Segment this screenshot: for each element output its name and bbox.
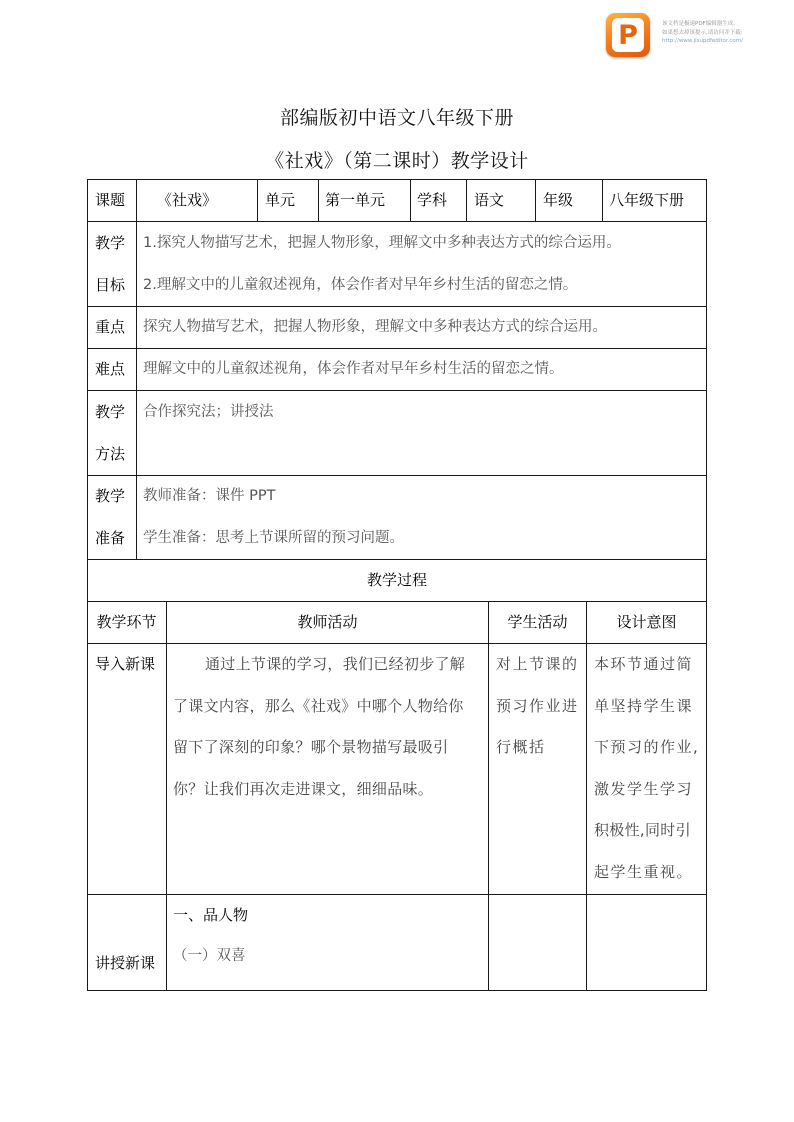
document-title: 部编版初中语文八年级下册	[279, 107, 514, 129]
table-rule	[87, 475, 707, 476]
method-text: 合作探究法；讲授法	[143, 404, 274, 420]
intent-line: 积极性,同时引	[594, 821, 691, 839]
intro-stage: 导入新课	[95, 655, 156, 673]
goals-label-2: 目标	[95, 276, 126, 294]
prep-label-2: 准备	[95, 529, 126, 547]
student-line: 对上节课的	[496, 655, 579, 673]
prep-student: 学生准备：思考上节课所留的预习问题。	[143, 530, 404, 546]
logo-letter: P	[612, 18, 644, 52]
intro-design-intent	[594, 644, 704, 893]
table-rule	[87, 306, 707, 307]
lecture-heading: 一、品人物	[173, 906, 249, 924]
table-border-top	[87, 179, 707, 180]
pdf-editor-logo-icon	[606, 13, 650, 57]
intro-teacher-activity	[173, 644, 485, 810]
watermark-notice	[662, 20, 792, 46]
intent-line: 激发学生学习	[594, 779, 694, 798]
table-border-bottom	[87, 990, 707, 991]
intent-line: 本环节通过简	[594, 655, 694, 673]
table-rule	[602, 179, 603, 222]
lesson-plan-table	[87, 179, 707, 991]
key-point-text: 探究人物描写艺术，把握人物形象，理解文中多种表达方式的综合运用。	[143, 319, 607, 335]
difficulty-label: 难点	[95, 360, 126, 378]
process-title: 教学过程	[366, 571, 427, 589]
table-rule	[318, 179, 319, 222]
subject-label: 学科	[417, 191, 448, 209]
header-teacher-activity: 教师活动	[297, 613, 358, 631]
topic-value: 《社戏》	[157, 191, 218, 209]
table-rule	[87, 601, 707, 602]
grade-label: 年级	[543, 191, 574, 209]
table-rule	[535, 179, 536, 222]
watermark-line-1: 该文档是极速PDF编辑器生成,	[662, 21, 735, 27]
table-rule	[410, 179, 411, 222]
topic-label: 课题	[95, 191, 126, 209]
intent-line: 起学生重视。	[594, 862, 694, 881]
table-rule	[87, 348, 707, 349]
intent-line: 下预习的作业,	[594, 738, 700, 756]
table-rule	[87, 221, 707, 222]
table-rule	[136, 179, 137, 222]
prep-teacher: 教师准备：课件 PPT	[143, 488, 276, 504]
table-rule	[87, 894, 707, 895]
document-subtitle: 《社戏》（第二课时）教学设计	[265, 150, 529, 172]
goal-item-2: 2.理解文中的儿童叙述视角，体会作者对早年乡村生活的留恋之情。	[143, 277, 578, 293]
method-label-1: 教学	[95, 403, 126, 421]
teacher-line: 留下了深刻的印象？哪个景物描写最吸引	[173, 738, 449, 756]
intro-student-activity	[496, 644, 586, 769]
goals-label-1: 教学	[95, 234, 126, 252]
goal-item-1: 1.探究人物描写艺术，把握人物形象，理解文中多种表达方式的综合运用。	[143, 235, 621, 251]
teacher-line: 了课文内容，那么《社戏》中哪个人物给你	[173, 696, 464, 715]
lecture-stage: 讲授新课	[95, 954, 156, 972]
table-rule	[166, 601, 167, 991]
student-line: 预习作业进	[496, 696, 579, 715]
student-line: 行概括	[496, 738, 546, 756]
table-rule	[488, 601, 489, 991]
method-label-2: 方法	[95, 445, 126, 463]
lecture-sub: （一）双喜	[173, 948, 246, 964]
table-rule	[87, 390, 707, 391]
header-student-activity: 学生活动	[507, 613, 568, 631]
table-rule	[466, 179, 467, 222]
intent-line: 单坚持学生课	[594, 696, 694, 715]
header-stage: 教学环节	[96, 613, 157, 631]
watermark-url[interactable]: http://www.jisupdfeditor.com/	[662, 38, 743, 44]
key-point-label: 重点	[95, 318, 126, 336]
table-rule	[136, 221, 137, 560]
teacher-line: 通过上节课的学习，我们已经初步了解	[205, 655, 466, 673]
watermark-line-2: 如果想去掉该提示,请访问并下载:	[662, 29, 743, 36]
table-rule	[87, 559, 707, 560]
table-rule	[586, 601, 587, 991]
prep-label-1: 教学	[95, 487, 126, 505]
difficulty-text: 理解文中的儿童叙述视角，体会作者对早年乡村生活的留恋之情。	[143, 361, 564, 377]
grade-value: 八年级下册	[609, 191, 685, 209]
subject-value: 语文	[474, 191, 505, 209]
table-rule	[257, 179, 258, 222]
header-design-intent: 设计意图	[616, 613, 677, 631]
unit-value: 第一单元	[325, 191, 386, 209]
teacher-line: 你？让我们再次走进课文，细细品味。	[173, 779, 434, 798]
unit-label: 单元	[265, 191, 296, 209]
